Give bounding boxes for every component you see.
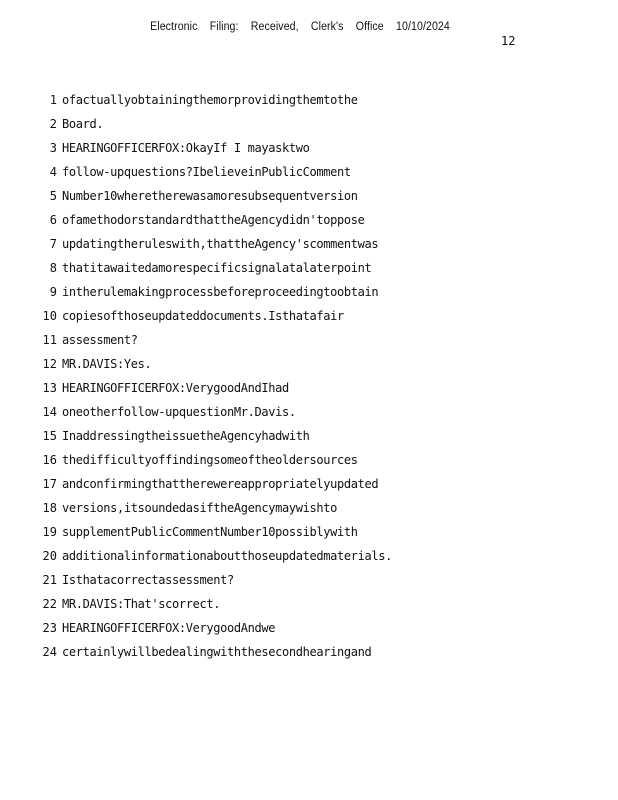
line-number: 21 (42, 573, 57, 587)
line-text: HEARINGOFFICERFOX:VerygoodAndIhad (62, 381, 289, 395)
line-text: supplementPublicCommentNumber10possiblywith (62, 525, 358, 539)
line-text: andconfirmingthattherewereappropriatelyupdated (62, 477, 379, 491)
line-number: 10 (42, 309, 57, 323)
line-text: certainlywillbedealingwiththesecondhearingand (62, 645, 372, 659)
transcript-line (40, 429, 600, 453)
transcript-line (40, 357, 600, 381)
transcript-line (40, 285, 600, 309)
line-number: 12 (42, 357, 57, 371)
transcript-line (40, 189, 600, 213)
transcript-line (40, 525, 600, 549)
transcript-line (40, 621, 600, 645)
transcript-line (40, 453, 600, 477)
transcript-line (40, 117, 600, 141)
line-number: 18 (42, 501, 57, 515)
transcript-line (40, 261, 600, 285)
line-text: copiesofthoseupdateddocuments.Isthatafair (62, 309, 344, 323)
line-number: 15 (42, 429, 57, 443)
page-number: 12 (501, 34, 516, 48)
line-number: 14 (42, 405, 57, 419)
line-number: 7 (49, 237, 57, 251)
line-text: assessment? (62, 333, 138, 347)
line-number: 16 (42, 453, 57, 467)
line-number: 5 (49, 189, 57, 203)
transcript-line (40, 165, 600, 189)
line-text: versions,itsoundedasiftheAgencymaywishto (62, 501, 337, 515)
line-number: 24 (42, 645, 57, 659)
transcript-line (40, 645, 600, 669)
transcript-line (40, 93, 600, 117)
line-number: 4 (49, 165, 57, 179)
line-number: 6 (49, 213, 57, 227)
filing-stamp-header: Electronic Filing: Received, Clerk's Office 10/10/2024 (150, 21, 450, 33)
line-number: 8 (49, 261, 57, 275)
line-text: HEARINGOFFICERFOX:VerygoodAndwe (62, 621, 276, 635)
line-text: thedifficultyoffindingsomeoftheoldersources (62, 453, 358, 467)
transcript-line (40, 141, 600, 165)
line-text: InaddressingtheissuetheAgencyhadwith (62, 429, 310, 443)
line-number: 1 (49, 93, 57, 107)
line-text: additionalinformationaboutthoseupdatedmaterials. (62, 549, 392, 563)
line-text: intherulemakingprocessbeforeproceedingtoobtain (62, 285, 379, 299)
line-number: 22 (42, 597, 57, 611)
line-text: MR.DAVIS:Yes. (62, 357, 152, 371)
line-text: ofamethodorstandardthattheAgencydidn'toppose (62, 213, 365, 227)
transcript-line (40, 549, 600, 573)
line-number: 20 (42, 549, 57, 563)
transcript-line (40, 573, 600, 597)
line-number: 19 (42, 525, 57, 539)
line-text: oneotherfollow-upquestionMr.Davis. (62, 405, 296, 419)
line-text: Board. (62, 117, 104, 131)
line-text: MR.DAVIS:That'scorrect. (62, 597, 221, 611)
line-number: 9 (49, 285, 57, 299)
line-text: thatitawaitedamorespecificsignalatalaterpoint (62, 261, 372, 275)
line-text: HEARINGOFFICERFOX:OkayIf I mayasktwo (62, 141, 310, 155)
line-number: 13 (42, 381, 57, 395)
line-number: 3 (49, 141, 57, 155)
transcript-line (40, 213, 600, 237)
line-text: Isthatacorrectassessment? (62, 573, 234, 587)
line-text: Number10wheretherewasamoresubsequentversion (62, 189, 358, 203)
transcript-line (40, 405, 600, 429)
line-text: updatingtheruleswith,thattheAgency'scommentwas (62, 237, 379, 251)
transcript-line (40, 381, 600, 405)
line-number: 23 (42, 621, 57, 635)
transcript-body (40, 93, 600, 669)
line-number: 17 (42, 477, 57, 491)
transcript-line (40, 477, 600, 501)
transcript-line (40, 333, 600, 357)
transcript-line (40, 501, 600, 525)
line-number: 11 (42, 333, 57, 347)
line-number: 2 (49, 117, 57, 131)
transcript-line (40, 309, 600, 333)
line-text: ofactuallyobtainingthemorprovidingthemtothe (62, 93, 358, 107)
line-text: follow-upquestions?IbelieveinPublicComment (62, 165, 351, 179)
transcript-line (40, 237, 600, 261)
transcript-line (40, 597, 600, 621)
